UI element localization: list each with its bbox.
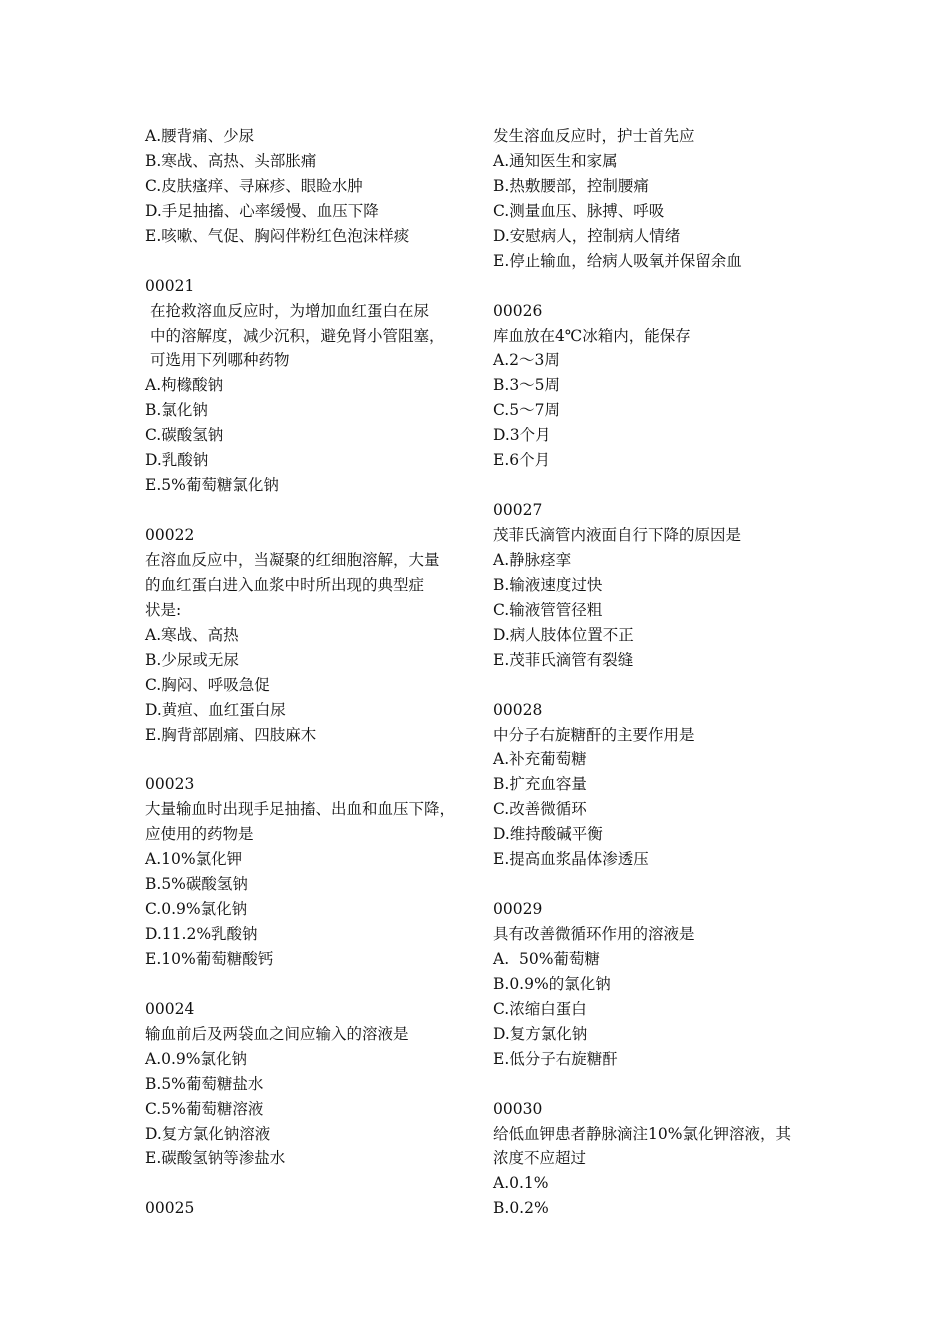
spacer	[493, 1072, 823, 1097]
option: A.补充葡萄糖	[493, 750, 587, 769]
question-stem: 中的溶解度，减少沉积，避免肾小管阻塞，	[150, 326, 445, 345]
option: A. 50%葡萄糖	[493, 949, 600, 968]
right-column	[493, 124, 823, 1221]
question-number: 00022	[145, 526, 195, 544]
option: A.2～3周	[493, 351, 560, 370]
option: C.皮肤瘙痒、寻麻疹、眼睑水肿	[145, 176, 363, 195]
option: D.黄疸、血红蛋白尿	[145, 700, 286, 719]
option: C.5～7周	[493, 401, 560, 420]
option: B.0.2%	[493, 1199, 549, 1218]
question-number: 00029	[493, 900, 543, 919]
question-number: 00028	[493, 700, 543, 719]
option: D.安慰病人，控制病人情绪	[493, 226, 681, 245]
spacer	[145, 249, 475, 274]
option: D.病人肢体位置不正	[493, 625, 634, 644]
spacer	[145, 498, 475, 523]
question-stem: 给低血钾患者静脉滴注10%氯化钾溶液，其	[493, 1124, 791, 1143]
option: A.枸橼酸钠	[145, 376, 224, 395]
option: B.5%葡萄糖盐水	[145, 1074, 264, 1093]
option: B.少尿或无尿	[145, 650, 239, 669]
option: C.改善微循环	[493, 800, 587, 819]
question-stem: 输血前后及两袋血之间应输入的溶液是	[145, 1024, 409, 1043]
question-number: 00021	[145, 276, 195, 295]
option: E.碳酸氢钠等渗盐水	[145, 1149, 286, 1168]
option: B.3～5周	[493, 376, 561, 395]
question-stem: 浓度不应超过	[493, 1149, 587, 1168]
option: E.低分子右旋糖酐	[493, 1049, 618, 1068]
question-number: 00026	[493, 301, 543, 320]
question-stem: 具有改善微循环作用的溶液是	[493, 925, 695, 943]
question-number: 00027	[493, 501, 543, 520]
option: A.寒战、高热	[145, 625, 239, 644]
question-stem: 发生溶血反应时，护士首先应	[493, 127, 695, 145]
option: D.手足抽搐、心率缓慢、血压下降	[145, 201, 379, 220]
option: E.6个月	[493, 451, 551, 470]
option: D.维持酸碱平衡	[493, 825, 603, 844]
spacer	[145, 972, 475, 997]
option: E.10%葡萄糖酸钙	[145, 949, 274, 968]
question-stem: 中分子右旋糖酐的主要作用是	[493, 725, 695, 744]
question-number: 00024	[145, 999, 195, 1018]
option: B.热敷腰部，控制腰痛	[493, 176, 649, 195]
option: B.氯化钠	[145, 401, 208, 420]
question-number: 00030	[493, 1099, 543, 1118]
option: A.0.1%	[493, 1174, 549, 1193]
question-number: 00025	[145, 1199, 195, 1218]
option: C.5%葡萄糖溶液	[145, 1099, 264, 1118]
spacer	[145, 1171, 475, 1196]
option: B.输液速度过快	[493, 575, 603, 594]
option: B.寒战、高热、头部胀痛	[145, 151, 317, 170]
option: E.茂菲氏滴管有裂缝	[493, 650, 634, 669]
option: A.10%氯化钾	[145, 850, 243, 869]
option: B.扩充血容量	[493, 775, 587, 794]
question-stem: 应使用的药物是	[145, 825, 254, 844]
question-stem: 大量输血时出现手足抽搐、出血和血压下降，	[145, 800, 456, 819]
question-stem: 的血红蛋白进入血浆中时所出现的典型症	[145, 575, 425, 594]
question-stem: 茂菲氏滴管内液面自行下降的原因是	[493, 526, 742, 544]
option: A.腰背痛、少尿	[145, 127, 255, 145]
spacer	[493, 274, 823, 299]
spacer	[493, 872, 823, 897]
option: D.复方氯化钠溶液	[145, 1124, 271, 1143]
question-number: 00023	[145, 775, 195, 794]
option: B.0.9%的氯化钠	[493, 974, 611, 993]
option: E.停止输血，给病人吸氧并保留余血	[493, 251, 742, 270]
option: C.碳酸氢钠	[145, 426, 224, 445]
option: C.测量血压、脉搏、呼吸	[493, 201, 665, 220]
option: D.11.2%乳酸钠	[145, 925, 258, 943]
option: C.胸闷、呼吸急促	[145, 675, 270, 694]
option: C.浓缩白蛋白	[493, 999, 587, 1018]
question-stem: 在溶血反应中，当凝聚的红细胞溶解，大量	[145, 550, 440, 569]
option: E.咳嗽、气促、胸闷伴粉红色泡沫样痰	[145, 226, 410, 245]
option: E.提高血浆晶体渗透压	[493, 850, 649, 869]
option: D.3个月	[493, 426, 551, 445]
option: A.通知医生和家属	[493, 151, 618, 170]
option: D.复方氯化钠	[493, 1024, 588, 1043]
spacer	[145, 747, 475, 772]
option: D.乳酸钠	[145, 451, 209, 470]
option: C.输液管管径粗	[493, 600, 603, 619]
spacer	[493, 673, 823, 698]
option: C.0.9%氯化钠	[145, 900, 248, 919]
question-stem: 库血放在4℃冰箱内，能保存	[493, 326, 691, 345]
option: E.5%葡萄糖氯化钠	[145, 476, 279, 495]
option: A.静脉痉挛	[493, 550, 572, 569]
option: B.5%碳酸氢钠	[145, 875, 248, 894]
option: E.胸背部剧痛、四肢麻木	[145, 725, 317, 744]
spacer	[493, 473, 823, 498]
left-column	[145, 124, 475, 1221]
question-stem: 可选用下列哪种药物	[150, 351, 290, 370]
option: A.0.9%氯化钠	[145, 1049, 247, 1068]
question-stem: 在抢救溶血反应时，为增加血红蛋白在尿	[150, 301, 430, 320]
question-stem: 状是:	[145, 600, 182, 619]
